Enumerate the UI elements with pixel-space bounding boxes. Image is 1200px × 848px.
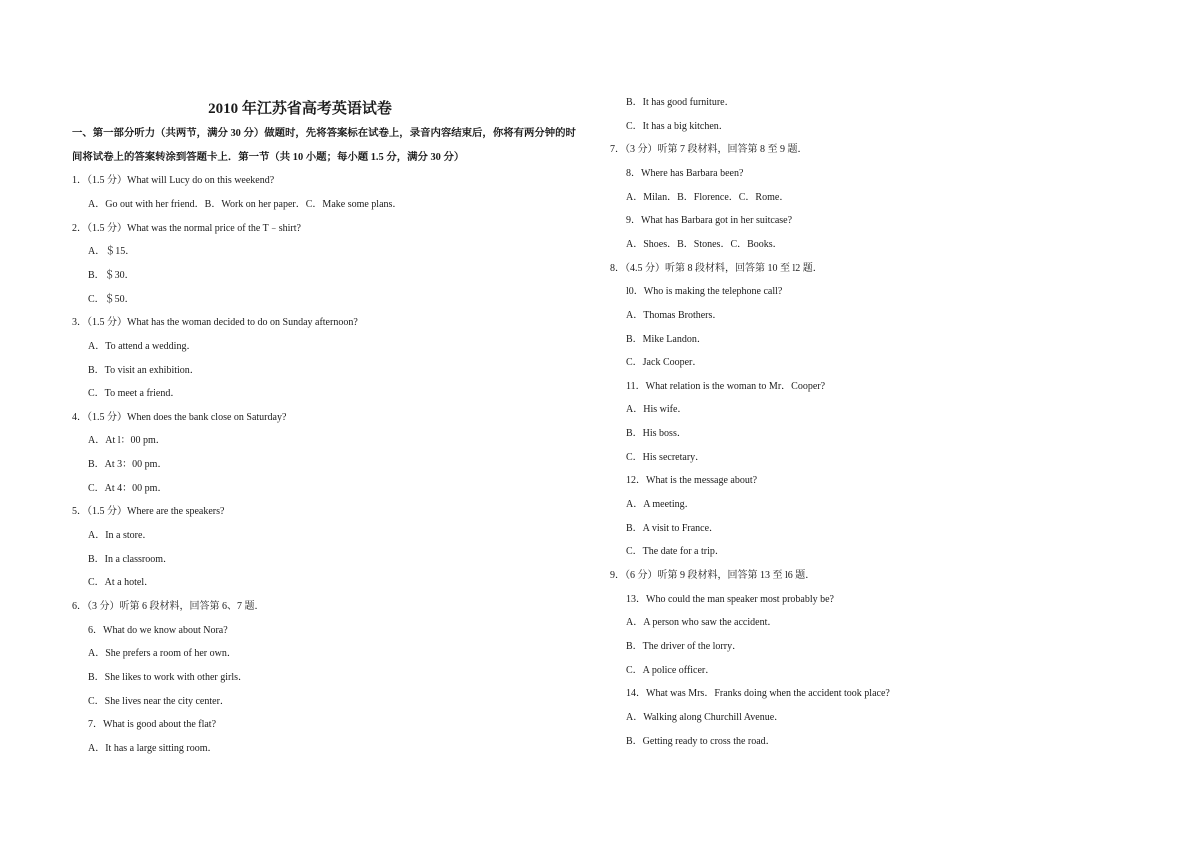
question-line: C．It has a big kitchen． xyxy=(626,120,729,132)
question-line: A．She prefers a room of her own． xyxy=(88,648,237,660)
question-line: B．Mike Landon． xyxy=(626,333,707,345)
question-line: A．＄15． xyxy=(88,246,136,258)
question-line: 11．What relation is the woman to Mr．Cooper? xyxy=(626,380,826,392)
question-line: B．To visit an exhibition． xyxy=(88,364,200,376)
question-line: B．In a classroom． xyxy=(88,553,173,565)
question-line: A．A meeting． xyxy=(626,499,695,511)
question-line: 8．（4.5 分）听第 8 段材料，回答第 10 至 l2 题． xyxy=(610,262,823,274)
question-line: C．＄50． xyxy=(88,293,135,305)
question-line: 7．（3 分）听第 7 段材料，回答第 8 至 9 题． xyxy=(610,144,808,156)
question-line: 5．（1.5 分）Where are the speakers? xyxy=(72,506,225,518)
question-line: B．The driver of the lorry． xyxy=(626,640,743,652)
question-line: 14．What was Mrs．Franks doing when the accident took place? xyxy=(626,688,890,700)
question-line: 13．Who could the man speaker most probably be? xyxy=(626,593,834,605)
page-title: 2010 年江苏省高考英语试卷 xyxy=(208,101,392,117)
question-line: B．His boss． xyxy=(626,428,687,440)
question-line: A．Walking along Churchill Avenue． xyxy=(626,711,785,723)
section-heading-line: 间将试卷上的答案转涂到答题卡上．第一节（共 10 小题；每小题 1.5 分，满分 30 分） xyxy=(72,151,465,163)
question-line: 3．（1.5 分）What has the woman decided to do on Sunday afternoon? xyxy=(72,317,358,329)
question-line: C．A police officer． xyxy=(626,664,716,676)
question-line: 2．（1.5 分）What was the normal price of the T﹣shirt? xyxy=(72,222,301,234)
question-line: B．Getting ready to cross the road． xyxy=(626,735,776,747)
question-line: C．At 4：00 pm． xyxy=(88,482,168,494)
question-line: l0．Who is making the telephone call? xyxy=(626,286,783,298)
question-line: 6．What do we know about Nora? xyxy=(88,624,228,636)
question-line: A．To attend a wedding． xyxy=(88,340,197,352)
question-line: 9．What has Barbara got in her suitcase? xyxy=(626,215,793,227)
question-line: C．She lives near the city center． xyxy=(88,695,230,707)
question-line: 7．What is good about the flat? xyxy=(88,719,217,731)
question-line: C．To meet a friend． xyxy=(88,388,181,400)
question-line: 4．（1.5 分）When does the bank close on Saturday? xyxy=(72,411,287,423)
question-line: C．His secretary． xyxy=(626,451,706,463)
question-line: A．Shoes．B．Stones．C．Books． xyxy=(626,238,783,250)
question-line: 1．（1.5 分）What will Lucy do on this weekend? xyxy=(72,175,275,187)
question-line: B．At 3：00 pm． xyxy=(88,459,168,471)
question-line: A．A person who saw the accident． xyxy=(626,617,778,629)
question-line: C．At a hotel． xyxy=(88,577,155,589)
question-line: A．Go out with her friend．B．Work on her paper．C．Make some plans． xyxy=(88,198,403,210)
question-line: B．She likes to work with other girls． xyxy=(88,671,248,683)
question-line: C．Jack Cooper． xyxy=(626,357,703,369)
question-line: A．In a store． xyxy=(88,530,153,542)
question-line: B．A visit to France． xyxy=(626,522,720,534)
question-line: B．＄30． xyxy=(88,269,135,281)
question-line: 9．（6 分）听第 9 段材料，回答第 13 至 l6 题． xyxy=(610,570,816,581)
question-line: C．The date for a trip． xyxy=(626,546,725,558)
section-heading-line: 一、第一部分听力（共两节，满分 30 分）做题时，先将答案标在试卷上，录音内容结束后，你将有两分钟的时 xyxy=(72,128,576,139)
question-line: A．It has a large sitting room． xyxy=(88,742,218,754)
question-line: 6．（3 分）听第 6 段材料，回答第 6、7 题． xyxy=(72,601,265,612)
question-line: A．Thomas Brothers． xyxy=(626,309,723,321)
question-line: B．It has good furniture． xyxy=(626,97,735,108)
question-line: A．Milan．B．Florence．C．Rome． xyxy=(626,191,790,203)
question-line: A．At l：00 pm． xyxy=(88,435,166,447)
question-line: A．His wife． xyxy=(626,404,688,416)
question-line: 8．Where has Barbara been? xyxy=(626,167,744,179)
question-line: 12．What is the message about? xyxy=(626,475,758,487)
